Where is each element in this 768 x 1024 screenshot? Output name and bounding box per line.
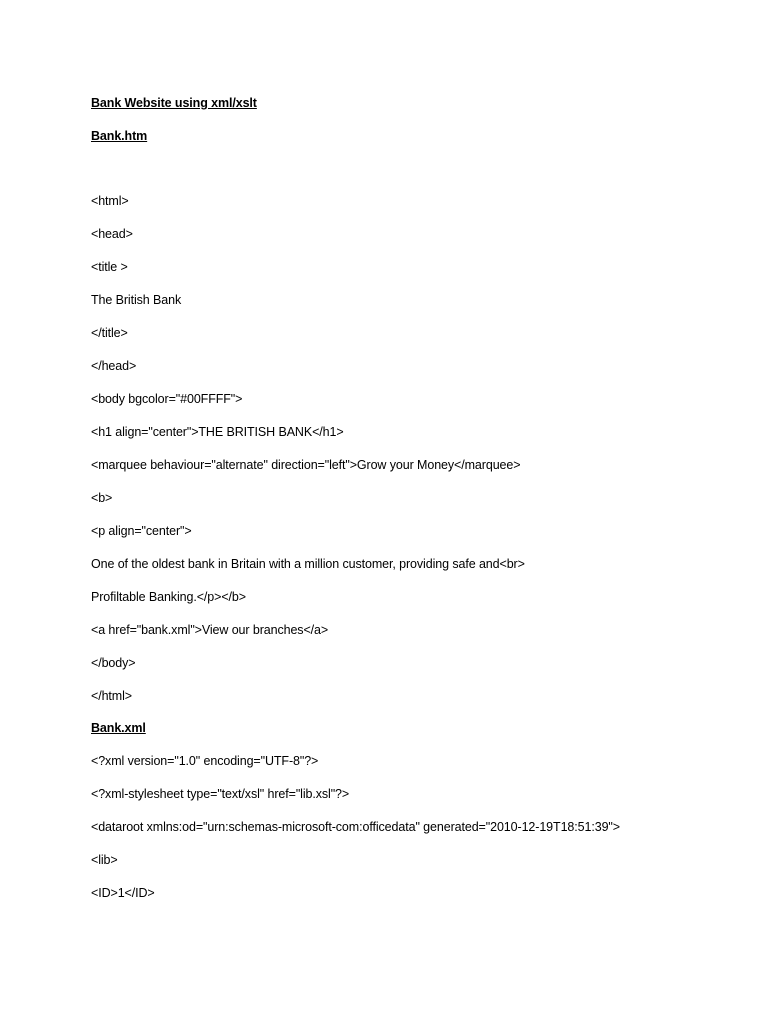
code-line: One of the oldest bank in Britain with a million customer, providing safe and<br> — [91, 557, 525, 571]
code-line: </title> — [91, 326, 128, 340]
code-line: <a href="bank.xml">View our branches</a> — [91, 623, 329, 637]
document-title: Bank Website using xml/xslt — [91, 96, 257, 110]
code-line: <marquee behaviour="alternate" direction="left">Grow your Money</marquee> — [91, 458, 521, 472]
code-line: The British Bank — [91, 293, 182, 307]
code-line: <h1 align="center">THE BRITISH BANK</h1> — [91, 425, 344, 439]
code-line: <body bgcolor="#00FFFF"> — [91, 392, 243, 406]
code-line: <?xml version="1.0" encoding="UTF-8"?> — [91, 754, 319, 768]
code-line: <lib> — [91, 853, 118, 867]
code-line: </head> — [91, 359, 137, 373]
code-line: <html> — [91, 194, 129, 208]
section-heading-bank-htm: Bank.htm — [91, 129, 148, 143]
code-line: <p align="center"> — [91, 524, 192, 538]
code-line: <b> — [91, 491, 113, 505]
code-line: </body> — [91, 656, 136, 670]
code-line: <ID>1</ID> — [91, 886, 155, 900]
code-line: </html> — [91, 689, 132, 703]
code-line: <head> — [91, 227, 133, 241]
code-line: Profiltable Banking.</p></b> — [91, 590, 246, 604]
section-heading-bank-xml: Bank.xml — [91, 721, 146, 735]
code-line: <dataroot xmlns:od="urn:schemas-microsoft-com:officedata" generated="2010-12-19T18:51:39"> — [91, 820, 620, 834]
code-line: <title > — [91, 260, 128, 274]
code-line: <?xml-stylesheet type="text/xsl" href="lib.xsl"?> — [91, 787, 350, 801]
